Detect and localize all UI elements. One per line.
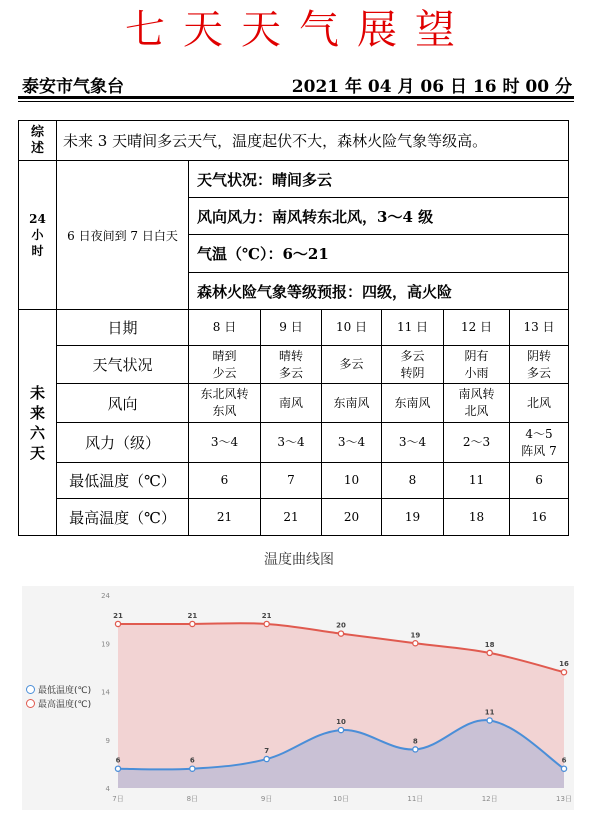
cell-date: 8 日 [189, 310, 261, 346]
station-name: 泰安市气象台 [22, 77, 124, 97]
cell-date: 12 日 [444, 310, 510, 346]
data-label: 11 [484, 708, 495, 717]
cell-max-temp: 21 [189, 499, 261, 536]
row-date [19, 310, 569, 346]
cell-wind-dir: 南风 [261, 384, 322, 423]
temperature-chart [22, 586, 574, 810]
x-tick-label: 7日 [112, 795, 124, 803]
data-point [561, 670, 566, 675]
x-tick-label: 12日 [481, 795, 498, 803]
page-title: 七天天气展望 [125, 7, 473, 53]
cell-wind-force: 3～4 [189, 423, 261, 463]
x-tick-label: 8日 [186, 795, 199, 803]
row-label-weather: 天气状况 [57, 346, 189, 384]
cell-max-temp: 21 [261, 499, 322, 536]
data-point [338, 631, 343, 636]
row-label-date: 日期 [57, 310, 189, 346]
h24-period: 6 日夜间到 7 日白天 [57, 161, 189, 310]
h24-weather: 天气状况：晴间多云 [189, 161, 569, 198]
x-tick-label: 10日 [333, 795, 349, 803]
data-point [190, 621, 195, 626]
row-label-wind-dir: 风向 [57, 384, 189, 423]
summary-text: 未来 3 天晴间多云天气，温度起伏不大，森林火险气象等级高。 [57, 121, 569, 161]
summary-label: 综 述 [19, 121, 57, 161]
row-wind-dir [19, 384, 569, 423]
cell-date: 10 日 [322, 310, 382, 346]
legend-label: 最高温度(℃) [38, 699, 92, 710]
cell-min-temp: 6 [189, 463, 261, 499]
x-tick-label: 13日 [556, 795, 572, 803]
row-label-max-temp: 最高温度（℃） [57, 499, 189, 536]
cell-min-temp: 8 [382, 463, 444, 499]
data-point [115, 766, 120, 771]
h24-wind: 风向风力：南风转东北风，3～4 级 [189, 198, 569, 235]
data-label: 19 [410, 631, 421, 640]
cell-weather: 多云 [322, 346, 382, 384]
cell-weather: 晴转 多云 [261, 346, 322, 384]
data-label: 18 [484, 640, 495, 649]
cell-wind-dir: 东南风 [322, 384, 382, 423]
cell-wind-dir: 东北风转 东风 [189, 384, 261, 423]
x-tick-label: 11日 [407, 795, 424, 803]
cell-max-temp: 19 [382, 499, 444, 536]
cell-weather: 多云 转阴 [382, 346, 444, 384]
cell-weather: 晴到 少云 [189, 346, 261, 384]
chart-legend [26, 682, 91, 710]
row-wind-force [19, 423, 569, 463]
cell-wind-force: 3～4 [261, 423, 322, 463]
row-min-temp [19, 463, 569, 499]
cell-min-temp: 11 [444, 463, 510, 499]
chart-title: 温度曲线图 [264, 552, 334, 568]
data-label: 21 [187, 611, 198, 620]
data-point [338, 728, 343, 733]
y-tick-label: 19 [101, 640, 110, 649]
six-day-label: 未 来 六 天 [19, 310, 57, 536]
cell-wind-dir: 东南风 [382, 384, 444, 423]
y-tick-label: 24 [101, 592, 110, 600]
h24-label: 24 小 时 [19, 161, 57, 310]
cell-max-temp: 20 [322, 499, 382, 536]
cell-date: 11 日 [382, 310, 444, 346]
data-point [115, 621, 120, 626]
header-rule-top [18, 96, 574, 99]
cell-min-temp: 10 [322, 463, 382, 499]
data-point [561, 766, 566, 771]
y-tick-label: 9 [105, 736, 110, 745]
row-label-wind-force: 风力（级） [57, 423, 189, 463]
row-weather [19, 346, 569, 384]
cell-wind-force: 4～5 阵风 7 [510, 423, 569, 463]
cell-max-temp: 18 [444, 499, 510, 536]
cell-min-temp: 7 [261, 463, 322, 499]
data-label: 7 [264, 747, 270, 756]
header-rule-bottom [18, 101, 574, 102]
cell-wind-dir: 南风转 北风 [444, 384, 510, 423]
legend-marker-icon [26, 699, 35, 708]
cell-wind-dir: 北风 [510, 384, 569, 423]
data-point [413, 641, 418, 646]
legend-marker-icon [26, 685, 35, 694]
data-point [190, 766, 195, 771]
h24-fire: 森林火险气象等级预报：四级，高火险 [189, 273, 569, 310]
data-point [264, 756, 269, 761]
data-label: 21 [113, 611, 123, 620]
row-label-min-temp: 最低温度（℃） [57, 463, 189, 499]
cell-max-temp: 16 [510, 499, 569, 536]
legend-label: 最低温度(℃) [38, 685, 92, 696]
issue-time: 2021 年 04 月 06 日 16 时 00 分 [291, 77, 572, 97]
data-label: 21 [261, 611, 272, 620]
data-point [264, 621, 269, 626]
data-point [413, 747, 418, 752]
cell-weather: 阴有 小雨 [444, 346, 510, 384]
data-point [487, 650, 492, 655]
data-label: 6 [189, 756, 195, 765]
y-tick-label: 4 [105, 785, 110, 793]
y-tick-label: 14 [101, 688, 110, 697]
data-point [487, 718, 492, 723]
data-label: 8 [412, 737, 418, 746]
data-label: 6 [115, 756, 121, 765]
row-max-temp [19, 499, 569, 536]
data-label: 10 [336, 718, 346, 727]
data-label: 16 [559, 660, 569, 669]
x-tick-label: 9日 [260, 795, 273, 803]
legend-item [26, 682, 91, 696]
h24-temp: 气温（℃）：6～21 [189, 235, 569, 273]
cell-date: 13 日 [510, 310, 569, 346]
cell-wind-force: 3～4 [322, 423, 382, 463]
forecast-table [18, 120, 569, 536]
cell-min-temp: 6 [510, 463, 569, 499]
cell-wind-force: 2～3 [444, 423, 510, 463]
cell-date: 9 日 [261, 310, 322, 346]
legend-item [26, 696, 91, 710]
cell-wind-force: 3～4 [382, 423, 444, 463]
data-label: 6 [561, 756, 567, 765]
cell-weather: 阴转 多云 [510, 346, 569, 384]
data-label: 20 [336, 621, 346, 630]
